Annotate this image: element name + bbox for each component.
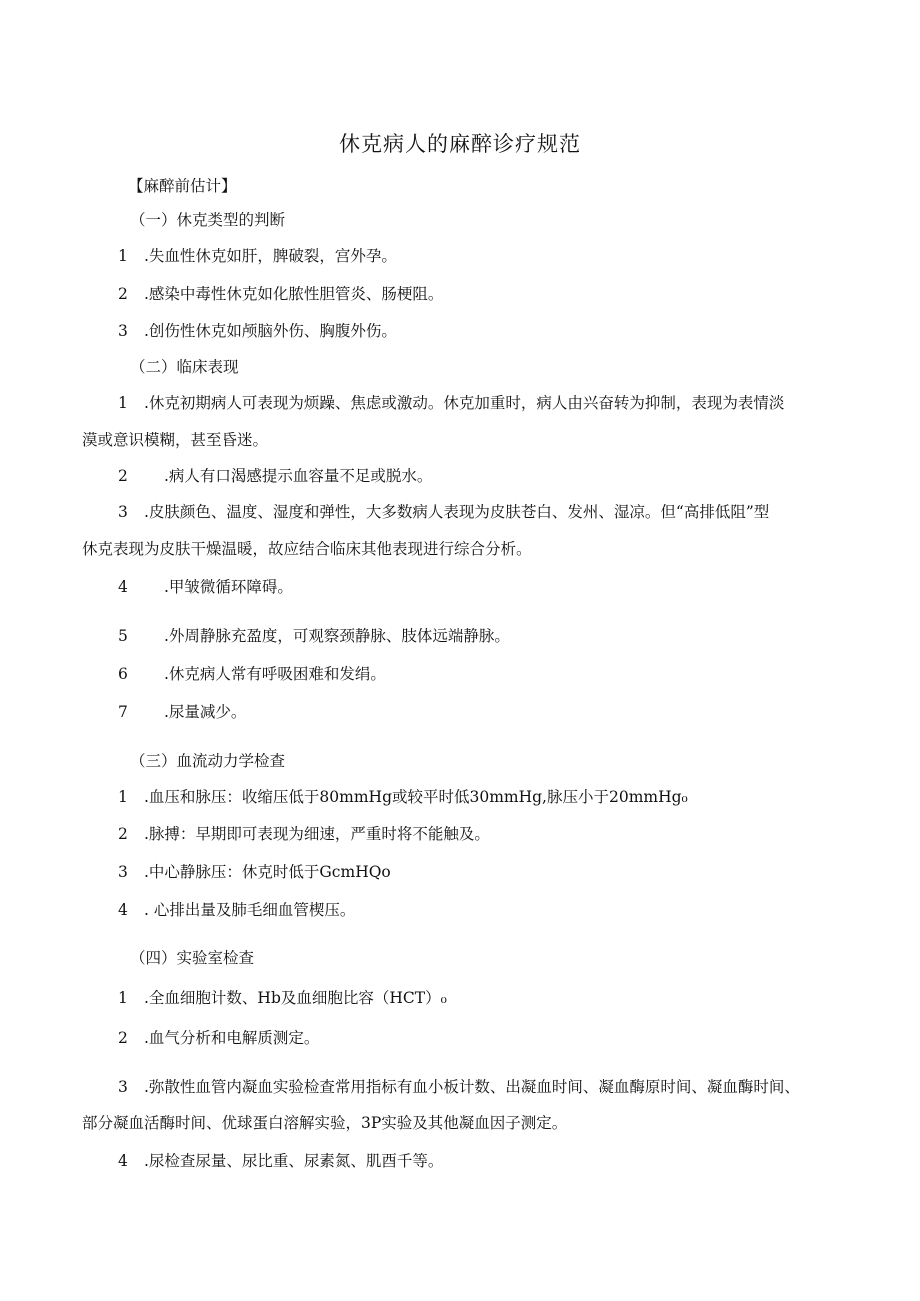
- list-item: 3 .皮肤颜色、温度、湿度和弹性，大多数病人表现为皮肤苍白、发州、湿凉。但“高排低阻”型: [118, 503, 770, 521]
- subsection-heading: （三）血流动力学检查: [130, 752, 286, 770]
- section-header: 【麻醉前估计】: [128, 177, 237, 195]
- list-item: 5 .外周静脉充盈度，可观察颈静脉、肢体远端静脉。: [118, 627, 510, 645]
- list-item: 1 .休克初期病人可表现为烦躁、焦虑或激动。休克加重时，病人由兴奋转为抑制，表现为表情淡: [118, 394, 785, 412]
- list-item-continuation: 漠或意识模糊，甚至昏迷。: [82, 431, 269, 449]
- subsection-heading: （一）休克类型的判断: [130, 211, 286, 229]
- list-item: 7 .尿量减少。: [118, 703, 247, 721]
- list-item-continuation: 休克表现为皮肤干燥温暖，故应结合临床其他表现进行综合分析。: [82, 540, 532, 558]
- list-item: 2 .血气分析和电解质测定。: [118, 1029, 320, 1047]
- list-item: 4 .尿检查尿量、尿比重、尿素氮、肌酉千等。: [118, 1152, 444, 1170]
- list-item: 1 .全血细胞计数、Hb及血细胞比容（HCT）₀: [118, 989, 447, 1007]
- list-item: 4 . 心排出量及肺毛细血管楔压。: [118, 901, 356, 919]
- list-item: 2 .感染中毒性休克如化脓性胆管炎、肠梗阻。: [118, 285, 444, 303]
- subsection-heading: （四）实验室检查: [130, 949, 255, 967]
- list-item: 6 .休克病人常有呼吸困难和发绢。: [118, 665, 386, 683]
- list-item: 3 .中心静脉压：休克时低于GcmHQo: [118, 863, 391, 881]
- list-item-continuation: 部分凝血活酶时间、优球蛋白溶解实验，3P实验及其他凝血因子测定。: [82, 1114, 568, 1132]
- list-item: 3 .弥散性血管内凝血实验检查常用指标有血小板计数、出凝血时间、凝血酶原时间、凝血酶时间、: [118, 1078, 800, 1096]
- list-item: 3 .创伤性休克如颅脑外伤、胸腹外伤。: [118, 322, 397, 340]
- list-item: 4 .甲皱微循环障碍。: [118, 578, 293, 596]
- list-item: 1 .失血性休克如肝，脾破裂，宫外孕。: [118, 247, 397, 265]
- page-title: 休克病人的麻醉诊疗规范: [339, 132, 581, 156]
- list-item: 2 .脉搏：早期即可表现为细速，严重时将不能触及。: [118, 825, 490, 843]
- list-item: 1 .血压和脉压：收缩压低于80mmHg或较平时低30mmHg,脉压小于20mmHg₀: [118, 788, 688, 806]
- subsection-heading: （二）临床表现: [130, 358, 239, 376]
- list-item: 2 .病人有口渴感提示血容量不足或脱水。: [118, 467, 433, 485]
